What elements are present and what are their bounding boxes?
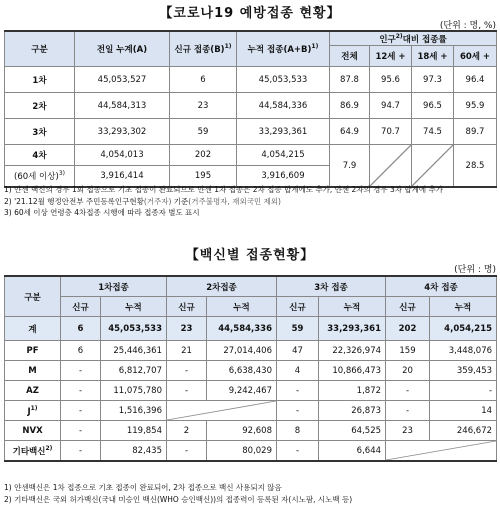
row-az: AZ - 11,075,780 - 9,242,467 - 1,872 - -	[5, 381, 497, 401]
row-pf: PF 6 25,446,361 21 27,014,406 47 22,326,974 159 3,448,076	[5, 341, 497, 361]
header-new: 신규 접종$(B)^{1)}$	[170, 31, 237, 67]
table2-title: 【백신별 접종현황】	[185, 248, 315, 263]
table2-notes: 1) 얀센백신은 1차 접종으로 기초 접종이 완료되어, 2차 접종으로 백신 사용되지 않음 2) 기타백신은 국외 허가백신(국내 미승인 백신(WHO 승인백신))의 접종력이 등록된 자(시노팜, 시노백 등)	[4, 483, 353, 504]
row-dose4: 4차 4,054,013 202 4,054,215 7.9 28.5	[5, 145, 497, 166]
table1-unit: (단위 : 명, %)	[439, 21, 496, 31]
header-60plus: 60세 +	[454, 46, 497, 67]
empty-cell-12plus	[370, 145, 412, 188]
header-12plus: 12세 +	[370, 46, 412, 67]
table1-title: 【코로나19 예방접종 현황】	[159, 6, 341, 21]
row-other: 기타백신$^{2)}$ - 82,435 - 80,029 - 6,644	[5, 441, 497, 462]
empty-cell-other-dose4	[386, 441, 497, 462]
header-18plus: 18세 +	[412, 46, 454, 67]
header-cum: 누적 접종$(A+B)^{1)}$	[237, 31, 330, 67]
table2-unit: (단위 : 명)	[454, 265, 496, 275]
empty-cell-j-dose2	[167, 401, 277, 421]
header2-group: 구분	[5, 276, 61, 317]
row-dose1: 1차 45,053,527 6 45,053,533 87.8 95.6 97.3 96.4	[5, 67, 497, 93]
header-prev: 전일 누계(A)	[75, 31, 170, 67]
header-pop-rate: 인구$^{2)}$대비 접종률	[330, 31, 497, 46]
empty-cell-18plus	[412, 145, 454, 188]
row-dose2: 2차 44,584,313 23 44,584,336 86.9 94.7 96.5 95.9	[5, 93, 497, 119]
row-total: 계 6 45,053,533 23 44,584,336 59 33,293,361 202 4,054,215	[5, 317, 497, 341]
vaccine-by-type-table: 구분 1차접종 2차접종 3차 접종 4차 접종 신규 누적 신규 누적 신규 누적 신규 누적 계 6 45,053,533 23 44,584,336 59 33,293,361 202 4,054,215 PF 6 25,446,361 21 27,014,406 47 22,326,974 159 3,448,076 M - 6,812,707 - 6,638,430 4 10,866,473 20 359,453 AZ - 11,075,780 - 9,242,467 - 1,872 - - $J^{1)}$ - 1,516,396 - 26,873 - 14 NVX - 119,854 2 92,608 8 64,525 23 246,672 기타백신$^{2)}$ - 82,435 - 80,029 - 6,644	[4, 275, 497, 462]
row-dose4-60plus: (60세 이상)$^{3)}$ 3,916,414 195 3,916,609	[5, 166, 497, 188]
header2-dose4: 4차 접종	[386, 276, 497, 297]
row-nvx: NVX - 119,854 2 92,608 8 64,525 23 246,672	[5, 421, 497, 441]
header2-dose3: 3차 접종	[277, 276, 386, 297]
row-dose3: 3차 33,293,302 59 33,293,361 64.9 70.7 74.5 89.7	[5, 119, 497, 145]
header2-dose1: 1차접종	[61, 276, 167, 297]
row-m: M - 6,812,707 - 6,638,430 4 10,866,473 20 359,453	[5, 361, 497, 381]
header-all: 전체	[330, 46, 370, 67]
header-group: 구분	[5, 31, 75, 67]
table1-notes: 1) 얀센 백신의 경우 1회 접종으로 기초 접종이 완료되므로 얀센 1차 접종은 2차 접종 합계에도 추가, 얀센 2차의 경우 3차 합계에 추가 2) '21.12월 행정안전부 주민등록인구현황(거주자) 기준(거주불명자, 재외국민 제외) 3) 60세 이상 연령층 4차접종 시행에 따라 접종자 별도 표시	[4, 185, 444, 217]
header2-dose2: 2차접종	[167, 276, 277, 297]
row-j: $J^{1)}$ - 1,516,396 - 26,873 - 14	[5, 401, 497, 421]
vaccination-status-table	[4, 30, 497, 188]
